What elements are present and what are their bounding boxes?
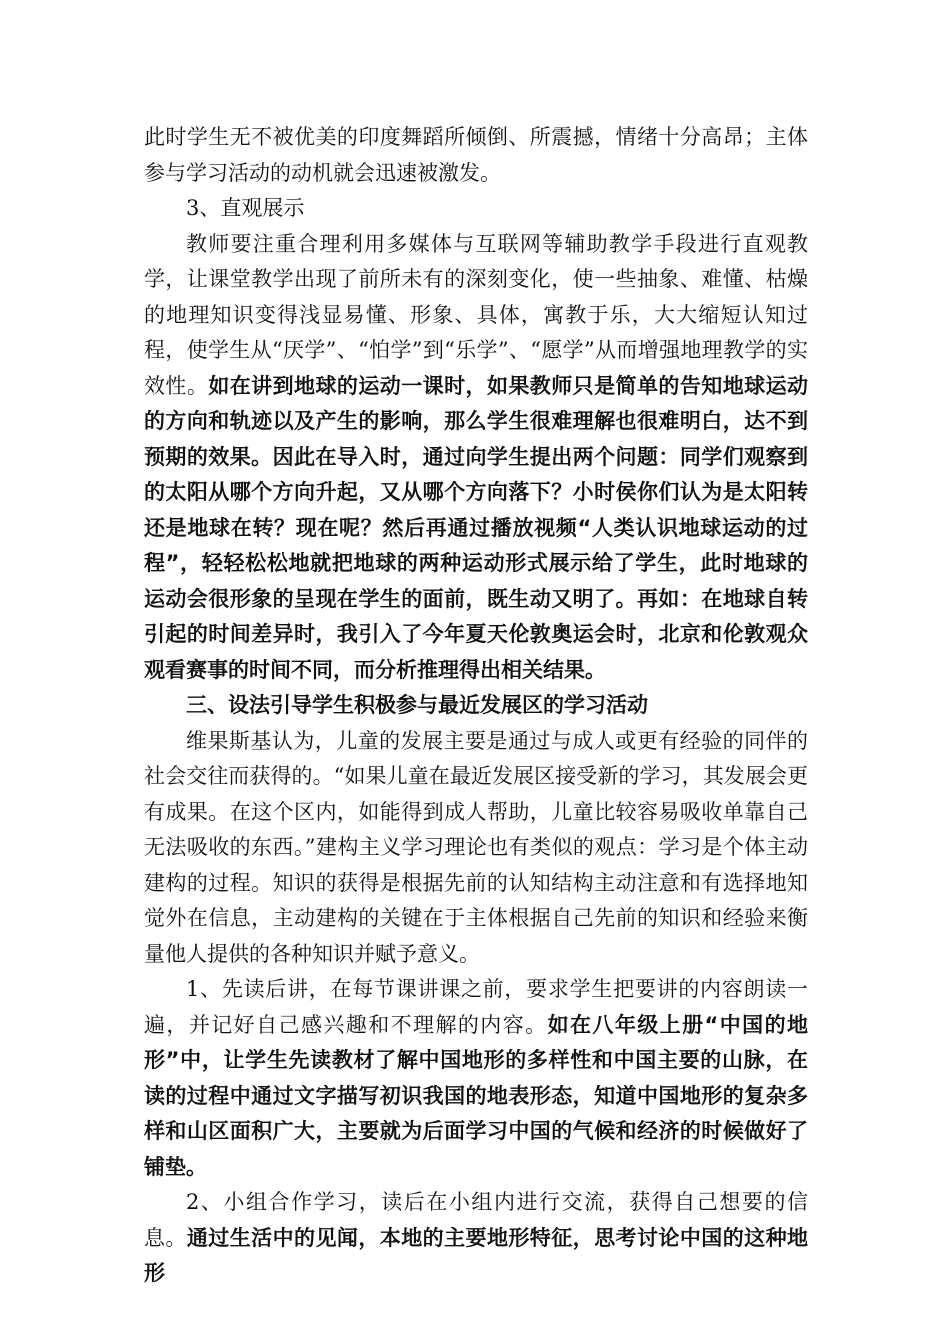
document-body [144, 120, 808, 1292]
paragraph-text: 2、小组合作学习，读后在小组内进行交流，获得自己想要的信息。 [144, 1190, 808, 1250]
paragraph-text: 1、先读后讲，在每节课讲课之前，要求学生把要讲的内容朗读一遍，并记好自己感兴趣和不理解的内容。 [144, 977, 808, 1037]
paragraph-vygotsky [144, 724, 808, 973]
paragraph-bold-example: 如在八年级上册“中国的地形”中，让学生先读教材了解中国地形的多样性和中国主要的山脉，在读的过程中通过文字描写初识我国的地表形态，知道中国地形的复杂多样和山区面积广大，主要就为后面学习中国的气候和经济的时候做好了铺垫。 [144, 1012, 809, 1179]
paragraph-group-learning [144, 1185, 808, 1292]
paragraph-text: 此时学生无不被优美的印度舞蹈所倾倒、所震撼，情绪十分高昂；主体参与学习活动的动机就会迅速被激发。 [144, 125, 808, 185]
section-heading-three [144, 688, 808, 724]
paragraph-read-first [144, 972, 808, 1185]
paragraph-visual-teaching [144, 227, 808, 689]
section-heading-visual-display [144, 191, 808, 227]
paragraph-bold-example: 如在讲到地球的运动一课时，如果教师只是简单的告知地球运动的方向和轨迹以及产生的影响，那么学生很难理解也很难明白，达不到预期的效果。因此在导入时，通过向学生提出两个问题：同学们观察到的太阳从哪个方向升起，又从哪个方向落下？小时侯你们认为是太阳转还是地球在转？现在呢？然后再通过播放视频“人类认识地球运动的过程”，轻轻松松地就把地球的两种运动形式展示给了学生，此时地球的运动会很形象的呈现在学生的面前，既生动又明了。再如：在地球自转引起的时间差异时，我引入了今年夏天伦敦奥运会时，北京和伦敦观众观看赛事的时间不同，而分析推理得出相关结果。 [144, 373, 809, 682]
paragraph-text: 教师要注重合理利用多媒体与互联网等辅助教学手段进行直观教学，让课堂教学出现了前所未有的深刻变化，使一些抽象、难懂、枯燥的地理知识变得浅显易懂、形象、具体，寓教于乐，大大缩短认知过程，使学生从“厌学”、“怕学”到“乐学”、“愿学”从而增强地理教学的实效性。 [144, 231, 808, 398]
paragraph-text: 维果斯基认为，儿童的发展主要是通过与成人或更有经验的同伴的社会交往而获得的。“如果儿童在最近发展区接受新的学习，其发展会更有成果。在这个区内，如能得到成人帮助，儿童比较容易吸收单靠自己无法吸收的东西。”建构主义学习理论也有类似的观点：学习是个体主动建构的过程。知识的获得是根据先前的认知结构主动注意和有选择地知觉外在信息，主动建构的关键在于主体根据自己先前的知识和经验来衡量他人提供的各种知识并赋予意义。 [144, 728, 808, 966]
heading-text: 3、直观展示 [186, 196, 305, 220]
paragraph-continuation [144, 120, 808, 191]
paragraph-bold-example: 通过生活中的见闻，本地的主要地形特征，思考讨论中国的这种地形 [144, 1225, 809, 1285]
heading-text: 三、设法引导学生积极参与最近发展区的学习活动 [186, 693, 648, 717]
